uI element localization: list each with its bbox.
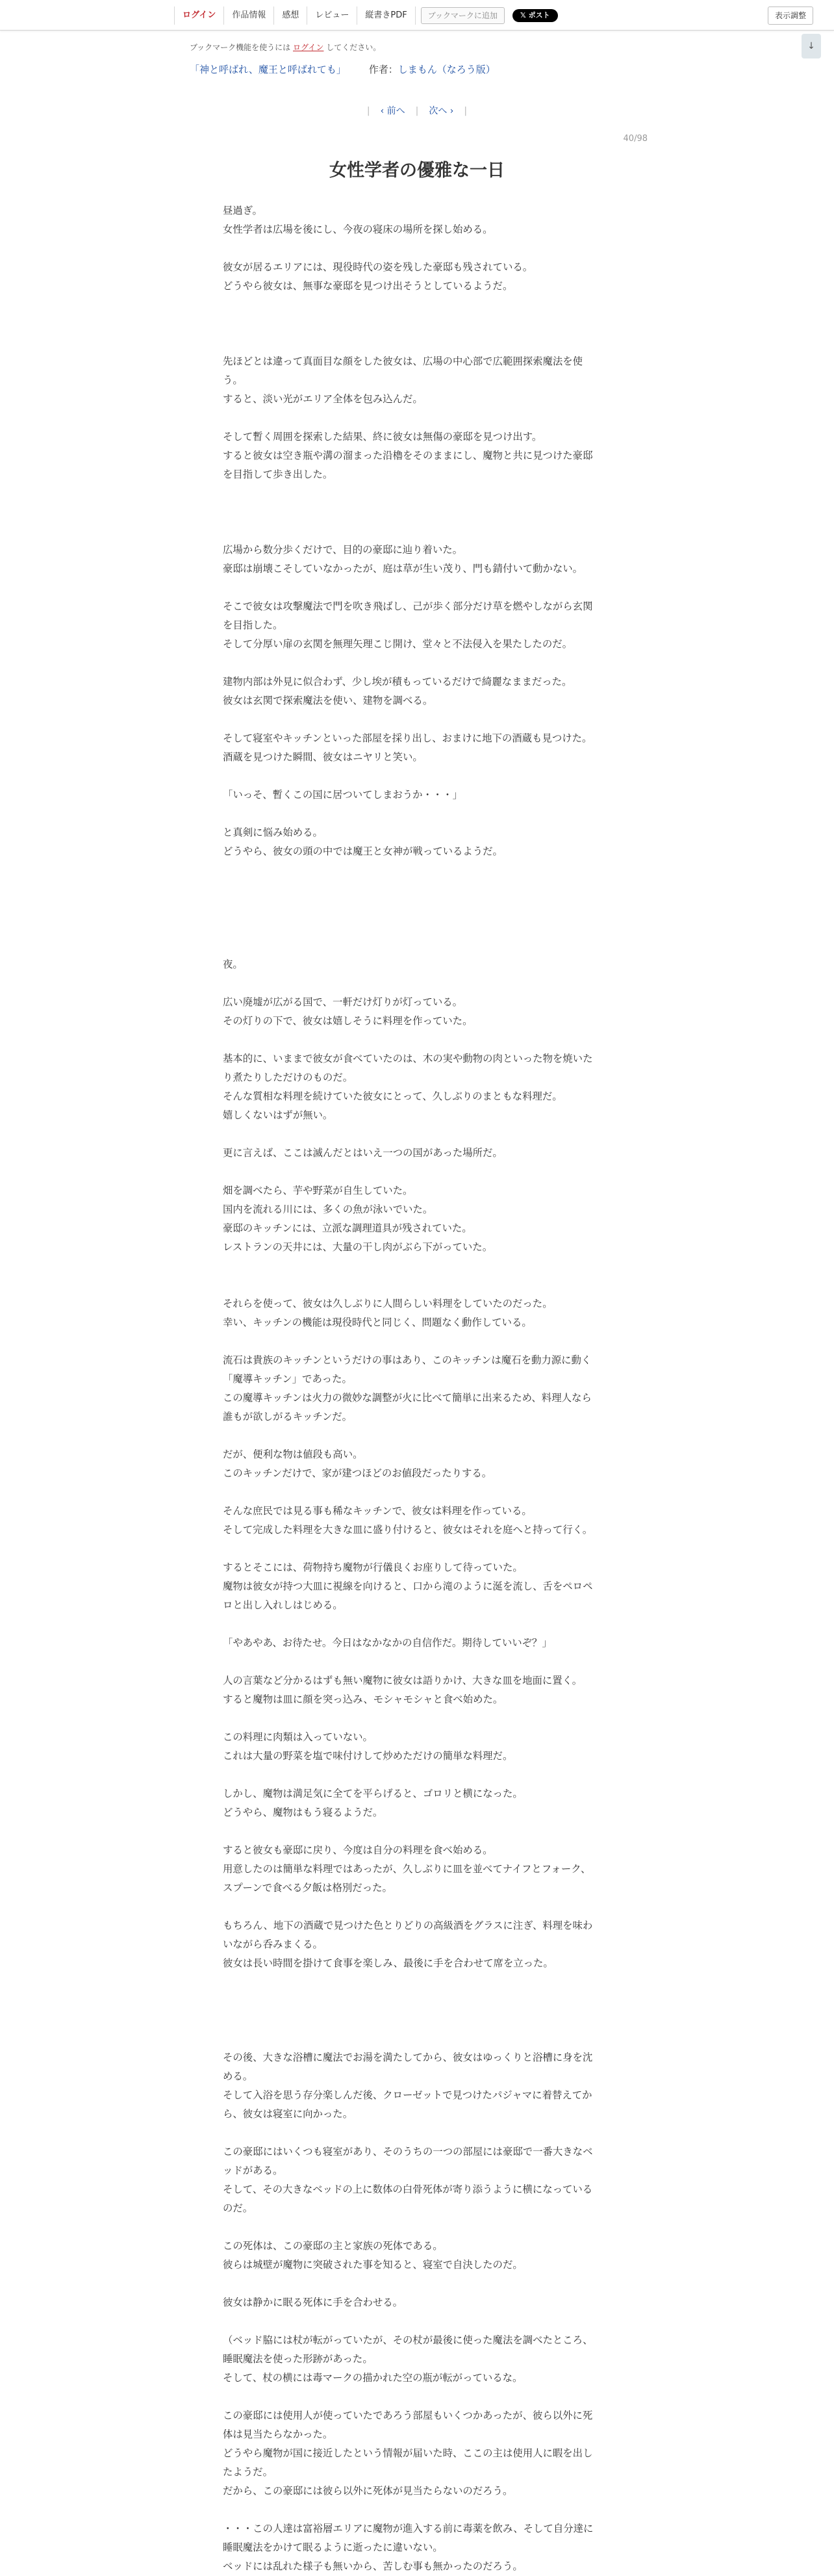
novel-line: 「魔導キッチン」であった。 bbox=[223, 1373, 352, 1385]
novel-line: たようだ。 bbox=[223, 2466, 273, 2478]
novel-line: 誰もが欲しがるキッチンだ。 bbox=[223, 1411, 353, 1423]
novel-line: どうやら魔物が国に接近したという情報が届いた時、ここの主は使用人に暇を出し bbox=[223, 2447, 593, 2459]
novel-line: そして寝室やキッチンといった部屋を採り出し、おまけに地下の酒蔵も見つけた。 bbox=[223, 732, 592, 744]
novel-line bbox=[223, 1539, 609, 1558]
novel-line: この魔導キッチンは火力の微妙な調整が火に比べて簡単に出来るため、料理人なら bbox=[223, 1392, 592, 1404]
top-navigation-bar bbox=[0, 0, 834, 31]
novel-line: 彼女が居るエリアには、現役時代の姿を残した豪邸も残されている。 bbox=[223, 261, 533, 273]
novel-line: スプーンで食べる夕飯は格別だった。 bbox=[223, 1882, 392, 1894]
novel-line: 広場から数分歩くだけで、目的の豪邸に辿り着いた。 bbox=[223, 544, 463, 556]
novel-line bbox=[223, 2029, 609, 2048]
x-post-button[interactable] bbox=[512, 9, 558, 22]
novel-line: この死体は、この豪邸の主と家族の死体である。 bbox=[223, 2240, 443, 2252]
novel-line: 基本的に、いままで彼女が食べていたのは、木の実や動物の肉といった物を焼いた bbox=[223, 1053, 593, 1064]
novel-line: レストランの天井には、大量の干し肉がぶら下がっていた。 bbox=[223, 1241, 493, 1253]
novel-line: すると魔物は皿に顔を突っ込み、モシャモシャと食べ始めた。 bbox=[223, 1694, 503, 1705]
novel-line: ロと出し入れしはじめる。 bbox=[223, 1599, 343, 1611]
novel-line: そして完成した料理を大きな皿に盛り付けると、彼女はそれを庭へと持って行く。 bbox=[223, 1524, 593, 1536]
novel-line: どうやら彼女は、無事な豪邸を見つけ出そうとしているようだ。 bbox=[223, 280, 513, 292]
novel-line: 昼過ぎ。 bbox=[223, 205, 262, 216]
novel-line: その灯りの下で、彼女は嬉しそうに料理を作っていた。 bbox=[223, 1015, 473, 1027]
x-post-label: ポスト bbox=[528, 11, 550, 19]
novel-line bbox=[223, 1653, 609, 1671]
novel-line: 幸い、キッチンの機能は現役時代と同じく、問題なく動作している。 bbox=[223, 1317, 532, 1328]
pager-divider: | bbox=[366, 106, 370, 116]
novel-line bbox=[223, 918, 609, 936]
novel-line bbox=[223, 899, 609, 918]
novel-line: のだ。 bbox=[223, 2202, 253, 2214]
novel-line: める。 bbox=[223, 2070, 253, 2082]
novel-line: どうやら、彼女の頭の中では魔王と女神が戦っているようだ。 bbox=[223, 845, 503, 857]
novel-line bbox=[223, 1992, 609, 2011]
novel-line: 魔物は彼女が持つ大皿に視線を向けると、口から滝のように涎を流し、舌をペロペ bbox=[223, 1580, 593, 1592]
novel-line bbox=[223, 767, 609, 786]
novel-line: いながら呑みまくる。 bbox=[223, 1938, 323, 1950]
next-chapter-link[interactable]: 次へ › bbox=[429, 106, 454, 116]
novel-line bbox=[223, 1031, 609, 1050]
novel-line bbox=[223, 805, 609, 823]
novel-line: り煮たりしただけのものだ。 bbox=[223, 1072, 353, 1083]
novel-line bbox=[223, 1426, 609, 1445]
prev-chapter-link[interactable]: ‹ 前へ bbox=[380, 106, 405, 116]
novel-line: そして入浴を思う存分楽しんだ後、クローゼットで見つけたパジャマに着替えてか bbox=[223, 2089, 592, 2101]
series-title-link[interactable]: 「神と呼ばれ、魔王と呼ばれても」 bbox=[190, 64, 346, 75]
author-link[interactable]: しまもん（なろう版） bbox=[398, 64, 496, 75]
novel-line bbox=[223, 1332, 609, 1351]
novel-line: 広い廃墟が広がる国で、一軒だけ灯りが灯っている。 bbox=[223, 996, 463, 1008]
novel-line: 女性学者は広場を後にし、今夜の寝床の場所を探し始める。 bbox=[223, 224, 493, 235]
novel-line bbox=[223, 296, 609, 315]
novel-line bbox=[223, 2218, 609, 2237]
novel-line: そんな質相な料理を続けていた彼女にとって、久しぶりのまともな料理だ。 bbox=[223, 1090, 562, 1102]
novel-line: 用意したのは簡単な料理ではあったが、久しぶりに皿を並べてナイフとフォーク、 bbox=[223, 1863, 591, 1875]
novel-line: 国内を流れる川には、多くの魚が泳いでいた。 bbox=[223, 1204, 433, 1215]
novel-line: 睡眠魔法をかけて眠るように逝ったに違いない。 bbox=[223, 2542, 443, 2553]
novel-line bbox=[223, 1709, 609, 1728]
novel-line bbox=[223, 2124, 609, 2143]
novel-line bbox=[223, 522, 609, 541]
novel-line: 豪邸は崩壊こそしていなかったが、庭は草が生い茂り、門も錆付いて動かない。 bbox=[223, 563, 583, 574]
novel-line bbox=[223, 503, 609, 522]
chapter-pager bbox=[0, 104, 834, 117]
novel-line: この豪邸には使用人が使っていたであろう部屋もいくつかあったが、彼ら以外に死 bbox=[223, 2410, 593, 2421]
novel-line bbox=[223, 880, 609, 899]
novel-line bbox=[223, 1125, 609, 1144]
novel-line bbox=[223, 1973, 609, 1992]
novel-line: どうやら、魔物はもう寝るようだ。 bbox=[223, 1807, 383, 1818]
novel-line bbox=[223, 578, 609, 597]
novel-line bbox=[223, 2274, 609, 2293]
novel-line bbox=[223, 936, 609, 955]
login-notice bbox=[190, 42, 381, 53]
novel-line: と真剣に悩み始める。 bbox=[223, 827, 323, 838]
novel-line: を目指した。 bbox=[223, 619, 283, 631]
novel-line: すると彼女は空き瓶や溝の溜まった沿櫓をそのままにし、魔物と共に見つけた豪邸 bbox=[223, 450, 593, 461]
novel-line: そして、杖の横には毒マークの描かれた空の瓶が転がっているな。 bbox=[223, 2372, 523, 2384]
novel-line bbox=[223, 654, 609, 673]
notice-prefix: ブックマーク機能を使うには bbox=[190, 43, 291, 52]
novel-line bbox=[223, 1898, 609, 1916]
novel-line: 睡眠魔法を使った形跡があった。 bbox=[223, 2353, 373, 2365]
novel-line: だが、便利な物は値段も高い。 bbox=[223, 1449, 363, 1460]
novel-line: ッドがある。 bbox=[223, 2165, 283, 2176]
novel-line: そして、その大きなベッドの上に数体の白骨死体が寄り添うように横になっている bbox=[223, 2183, 593, 2195]
novel-line: ら、彼女は寝室に向かった。 bbox=[223, 2108, 353, 2120]
novel-line: 「やあやあ、お待たせ。今日はなかなかの自信作だ。期待していいぞ？」 bbox=[223, 1637, 552, 1649]
novel-line: そして暫く周囲を探索した結果、終に彼女は無傷の豪邸を見つけ出す。 bbox=[223, 431, 542, 443]
novel-line: ・・・この人達は富裕層エリアに魔物が進入する前に毒薬を飲み、そして自分達に bbox=[223, 2523, 594, 2534]
novel-line bbox=[223, 1483, 609, 1502]
novel-line: 彼らは城壁が魔物に突破された事を知ると、寝室で自決したのだ。 bbox=[223, 2259, 523, 2271]
novel-line: 彼女は玄関で探索魔法を使い、建物を調べる。 bbox=[223, 695, 433, 706]
novel-line: 彼女は長い時間を掛けて食事を楽しみ、最後に手を合わせて席を立った。 bbox=[223, 1957, 553, 1969]
novel-line: 酒蔵を見つけた瞬間、彼女はニヤリと笑い。 bbox=[223, 751, 423, 763]
novel-line bbox=[223, 2501, 609, 2519]
novel-line: すると、淡い光がエリア全体を包み込んだ。 bbox=[223, 393, 423, 405]
novel-line bbox=[223, 2011, 609, 2029]
novel-line: （ベッド脇には杖が転がっていたが、その杖が最後に使った魔法を調べたところ、 bbox=[223, 2334, 593, 2346]
novel-line bbox=[223, 315, 609, 333]
novel-line: 彼女は静かに眠る死体に手を合わせる。 bbox=[223, 2297, 403, 2308]
novel-line: だから、この豪邸には彼ら以外に死体が見当たらないのだろう。 bbox=[223, 2485, 513, 2497]
chapter-title: 女性学者の優雅な一日 bbox=[329, 161, 505, 181]
novel-line bbox=[223, 1822, 609, 1841]
author-label: 作者： bbox=[368, 64, 398, 75]
novel-line bbox=[223, 2312, 609, 2331]
novel-line: 先ほどとは違って真面目な顔をした彼女は、広場の中心部で広範囲探索魔法を使 bbox=[223, 355, 583, 367]
novel-line bbox=[223, 974, 609, 993]
novel-line: その後、大きな浴槽に魔法でお湯を満たしてから、彼女はゆっくりと浴槽に身を沈 bbox=[223, 2052, 593, 2063]
novel-line: このキッチンだけで、家が建つほどのお値段だったりする。 bbox=[223, 1467, 492, 1479]
novel-line: この豪邸にはいくつも寝室があり、そのうちの一つの部屋には豪邸で一番大きなベ bbox=[223, 2146, 593, 2157]
main-nav bbox=[174, 6, 558, 25]
novel-line bbox=[223, 239, 609, 258]
novel-line: そして分厚い扉の玄関を無理矢理こじ開け、堂々と不法侵入を果たしたのだ。 bbox=[223, 638, 573, 650]
novel-line: 豪邸のキッチンには、立派な調理道具が残されていた。 bbox=[223, 1222, 472, 1234]
novel-line: それらを使って、彼女は久しぶりに人間らしい料理をしていたのだった。 bbox=[223, 1298, 553, 1309]
novel-line: 嬉しくないはずが無い。 bbox=[223, 1109, 333, 1121]
novel-line bbox=[223, 1615, 609, 1634]
pager-divider: | bbox=[415, 106, 419, 116]
notice-login-link[interactable]: ログイン bbox=[293, 43, 324, 52]
add-bookmark-button[interactable]: ブックマークに追加 bbox=[421, 7, 505, 24]
display-settings-button[interactable]: 表示調整 bbox=[768, 6, 813, 25]
novel-line: 「いっそ、暫くこの国に居ついてしまおうか・・・」 bbox=[223, 789, 463, 801]
novel-line: そんな庶民では見る事も稀なキッチンで、彼女は料理を作っている。 bbox=[223, 1505, 532, 1517]
scroll-down-arrow-icon[interactable]: ↓ bbox=[802, 34, 821, 58]
pager-divider: | bbox=[464, 106, 468, 116]
notice-suffix: してください。 bbox=[326, 43, 381, 52]
novel-line bbox=[223, 333, 609, 352]
nav-work-info[interactable]: 作品情報 bbox=[224, 6, 274, 25]
novel-line: これは大量の野菜を塩で味付けして炒めただけの簡単な料理だ。 bbox=[223, 1750, 513, 1762]
page-count: 40/98 bbox=[623, 134, 648, 144]
novel-line bbox=[223, 710, 609, 729]
novel-line bbox=[223, 861, 609, 880]
nav-login[interactable]: ログイン bbox=[174, 6, 224, 25]
novel-line: 畑を調べたら、芋や野菜が自生していた。 bbox=[223, 1185, 413, 1196]
novel-line bbox=[223, 484, 609, 503]
novel-line: ベッドには乱れた様子も無いから、苦しむ事も無かったのだろう。 bbox=[223, 2560, 523, 2572]
novel-line: 夜。 bbox=[223, 959, 243, 970]
novel-body bbox=[223, 201, 609, 2576]
novel-line bbox=[223, 409, 609, 428]
novel-line: すると彼女も豪邸に戻り、今度は自分の料理を食べ始める。 bbox=[223, 1844, 493, 1856]
nav-vertical-pdf[interactable]: 縦書きPDF bbox=[357, 6, 415, 25]
novel-line: しかし、魔物は満足気に全てを平らげると、ゴロリと横になった。 bbox=[223, 1788, 523, 1799]
nav-impressions[interactable]: 感想 bbox=[274, 6, 307, 25]
novel-line: う。 bbox=[223, 374, 243, 386]
novel-line: もちろん、地下の酒蔵で見つけた色とりどりの高級酒をグラスに注ぎ、料理を味わ bbox=[223, 1920, 593, 1931]
novel-line: そこで彼女は攻撃魔法で門を吹き飛ばし、己が歩く部分だけ草を燃やしながら玄関 bbox=[223, 600, 593, 612]
novel-line: 更に言えば、ここは滅んだとはいえ一つの国があった場所だ。 bbox=[223, 1147, 503, 1159]
novel-line bbox=[223, 1163, 609, 1181]
novel-line bbox=[223, 1766, 609, 1784]
novel-line: 流石は貴族のキッチンというだけの事はあり、このキッチンは魔石を動力源に動く bbox=[223, 1354, 592, 1366]
novel-line bbox=[223, 2388, 609, 2406]
work-title-row bbox=[190, 62, 496, 76]
novel-line: を目指して歩き出した。 bbox=[223, 469, 333, 480]
novel-line bbox=[223, 1276, 609, 1294]
novel-line: 体は見当たらなかった。 bbox=[223, 2428, 333, 2440]
x-logo-icon: 𝕏 bbox=[520, 11, 529, 19]
novel-line bbox=[223, 1257, 609, 1276]
nav-reviews[interactable]: レビュー bbox=[307, 6, 357, 25]
novel-line: 人の言葉など分かるはずも無い魔物に彼女は語りかけ、大きな皿を地面に置く。 bbox=[223, 1675, 583, 1686]
novel-line: するとそこには、荷物持ち魔物が行儀良くお座りして待っていた。 bbox=[223, 1562, 523, 1573]
novel-line: 建物内部は外見に似合わず、少し埃が積もっているだけで綺麗なままだった。 bbox=[223, 676, 572, 688]
novel-line: この料理に肉類は入っていない。 bbox=[223, 1731, 373, 1743]
